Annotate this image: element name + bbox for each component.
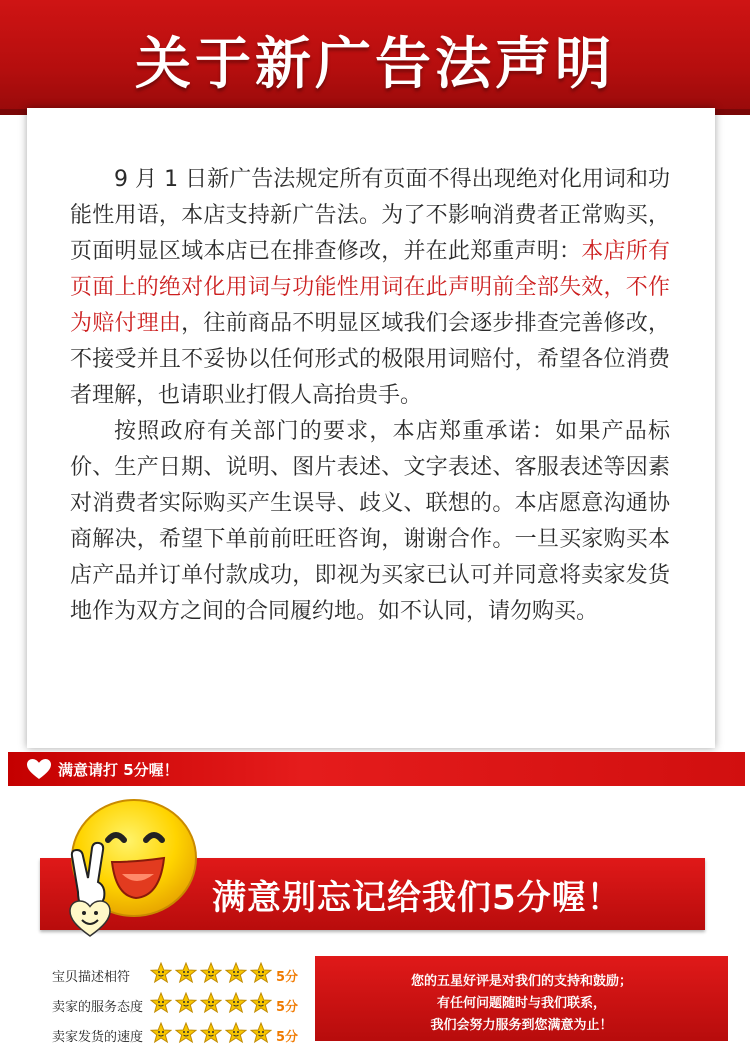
rating-strip-text: 满意请打 5分喔！: [58, 761, 179, 779]
statement-p1-after: ，往前商品不明显区域我们会逐步排查完善修改，不接受并且不妥协以任何形式的极限用词赔付，希望各位消费者理解，也请职业打假人高抬贵手。: [70, 311, 670, 408]
statement-highlight: 本店所有页面上的绝对化用词与功能性用词在此声明前全部失效，不作为赔付理由: [70, 239, 670, 336]
star-icon: [150, 1022, 172, 1044]
statement-paragraph-2: 按照政府有关部门的要求，本店郑重承诺：如果产品标价、生产日期、说明、图片表述、文字表述、客服表述等因素对消费者实际购买产生误导、歧义、联想的。本店愿意沟通协商解决，希望下单前前旺旺咨询，谢谢合作。一旦买家购买本店产品并订单付款成功，即视为买家已认可并同意将卖家发货地作为双方之间的合同履约地。如不认同，请勿购买。: [70, 419, 670, 624]
small-heart-smiley-icon: [68, 898, 112, 938]
star-icon: [175, 962, 197, 984]
message-line-1: 您的五星好评是对我们的支持和鼓励；: [410, 974, 632, 989]
message-line-3: 我们会努力服务到您满意为止！: [430, 1018, 613, 1033]
rating-score: 5分: [276, 1030, 299, 1045]
rating-label: 卖家发货的速度: [52, 1030, 144, 1045]
star-icon: [200, 992, 222, 1014]
header-banner: [0, 0, 750, 115]
rating-label: 宝贝描述相符: [52, 970, 131, 985]
thank-you-message-box: [315, 956, 728, 1041]
star-rating: [150, 1022, 275, 1046]
star-icon: [150, 992, 172, 1014]
star-icon: [225, 962, 247, 984]
star-icon: [250, 992, 272, 1014]
star-icon: [225, 992, 247, 1014]
star-icon: [200, 962, 222, 984]
star-icon: [250, 1022, 272, 1044]
statement-p1-before: 9 月 1 日新广告法规定所有页面不得出现绝对化用词和功能性用语，本店支持新广告法。为了不影响消费者正常购买，页面明显区域本店已在排查修改，并在此郑重声明：: [70, 167, 670, 264]
message-line-2: 有任何问题随时与我们联系，: [436, 996, 606, 1011]
rating-label: 卖家的服务态度: [52, 1000, 144, 1015]
star-icon: [150, 962, 172, 984]
star-icon: [175, 992, 197, 1014]
star-rating: [150, 992, 275, 1016]
star-icon: [175, 1022, 197, 1044]
heart-icon: [26, 758, 52, 780]
statement-text: [70, 162, 670, 630]
rating-score: 5分: [276, 1000, 299, 1015]
rating-row-service: [52, 992, 312, 1016]
rating-row-description: [52, 962, 312, 986]
star-icon: [250, 962, 272, 984]
page-title: 关于新广告法声明: [135, 32, 615, 97]
five-star-banner-text: 满意别忘记给我们5分喔！: [212, 878, 622, 918]
statement-paragraph-1: [70, 162, 670, 414]
star-icon: [200, 1022, 222, 1044]
star-rating: [150, 962, 275, 986]
star-icon: [225, 1022, 247, 1044]
rating-strip: [8, 752, 745, 786]
rating-score: 5分: [276, 970, 299, 985]
rating-row-shipping: [52, 1022, 312, 1046]
